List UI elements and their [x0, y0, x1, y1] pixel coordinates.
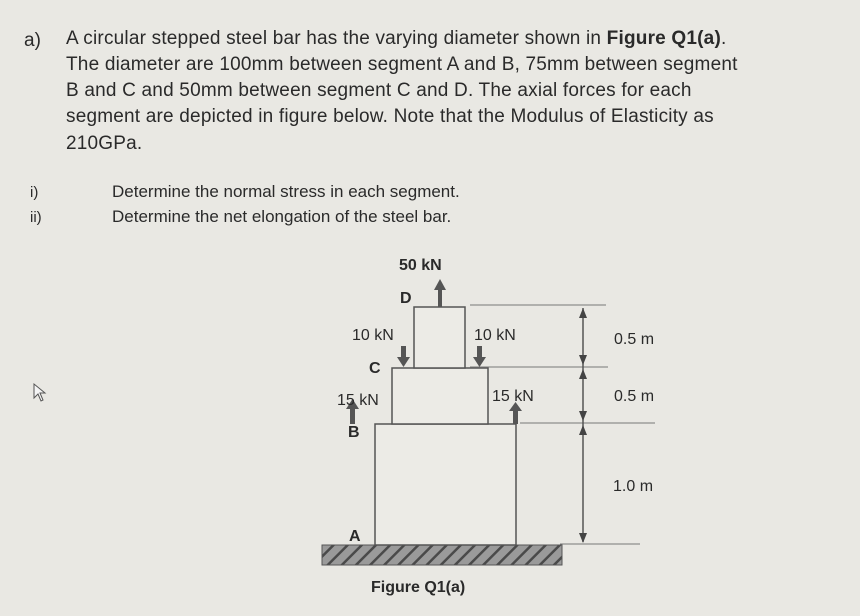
- dim-mid-label: 0.5 m: [614, 388, 655, 405]
- segment-cd: [414, 307, 465, 368]
- point-a-label: A: [349, 528, 361, 545]
- figure-reference: Figure Q1(a): [606, 28, 721, 49]
- ground-hatch: [322, 545, 562, 565]
- question-line-1: A circular stepped steel bar has the varying diameter shown in Figure Q1(a).: [66, 28, 727, 49]
- dim-top-label: 0.5 m: [614, 331, 655, 348]
- top-force-label: 50 kN: [399, 257, 442, 274]
- force-arrow-b-right-up: [509, 402, 522, 424]
- subquestion-1-text: Determine the normal stress in each segment.: [112, 182, 460, 201]
- subquestion-2-number: ii): [30, 209, 42, 226]
- segment-ab: [375, 424, 516, 545]
- force-arrow-c-right-down: [473, 346, 486, 367]
- force-b-left-label: 15 kN: [337, 392, 379, 409]
- force-c-right-label: 10 kN: [474, 327, 516, 344]
- dim-bottom-label: 1.0 m: [613, 478, 654, 495]
- force-c-left-label: 10 kN: [352, 327, 394, 344]
- mouse-cursor-icon: [34, 384, 45, 401]
- force-arrow-d-up: [434, 279, 446, 307]
- question-line-4: segment are depicted in figure below. Note that the Modulus of Elasticity as: [66, 106, 714, 127]
- question-line-5: 210GPa.: [66, 133, 143, 154]
- figure-caption: Figure Q1(a): [371, 579, 466, 596]
- subquestion-1-number: i): [30, 184, 39, 201]
- subquestion-2-text: Determine the net elongation of the steel bar.: [112, 207, 452, 226]
- force-arrow-c-left-down: [397, 346, 410, 367]
- force-b-right-label: 15 kN: [492, 388, 534, 405]
- question-line-3: B and C and 50mm between segment C and D. The axial forces for each: [66, 80, 692, 101]
- question-line-2: The diameter are 100mm between segment A and B, 75mm between segment: [66, 54, 738, 75]
- segment-bc: [392, 368, 488, 424]
- point-b-label: B: [348, 424, 360, 441]
- question-label: a): [24, 30, 41, 51]
- point-d-label: D: [400, 290, 412, 307]
- point-c-label: C: [369, 360, 381, 377]
